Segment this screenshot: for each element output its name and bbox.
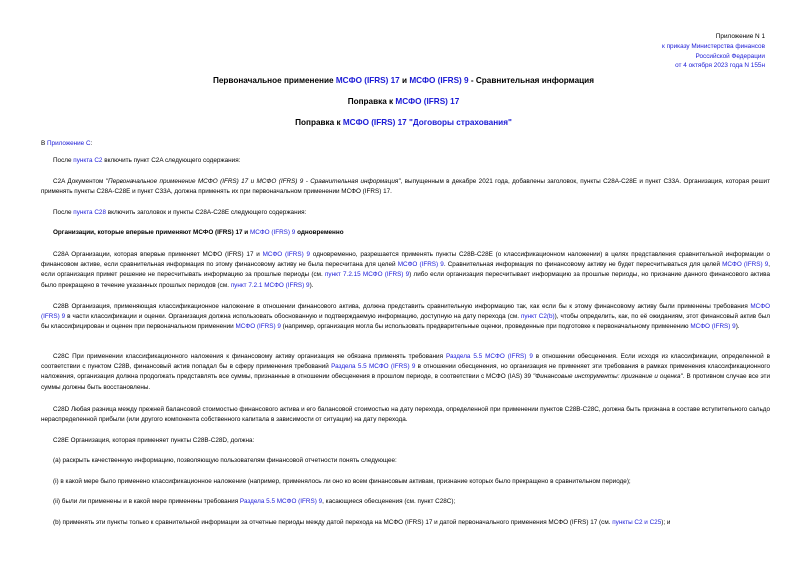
c28a-point-721-link[interactable]: пункт 7.2.1 МСФО (IFRS) 9 [230,281,310,289]
paragraph-c28b: C28B Организация, применяющая классификационное наложение в отношении финансового актива, должна представить сравнительную информацию так, как если бы к этому финансовому активу были применены требования МСФО (IFRS) 9 в части классификации и оценки. Организация должна использовать обоснованную и подтверждаемую информацию, доступную на дату перехода (см. пункт C2(b)), чтобы определить, как, по её ожиданиям, этот финансовый актив был бы классифицирован и оценен при первоначальном применении МСФО (IFRS) 9 (например, организация могла бы использовать предварительные оценки, проведенные при подготовке к первоначальному применению МСФО (IFRS) 9). [41,303,770,331]
c28a-ifrs9-link-3[interactable]: МСФО (IFRS) 9 [722,261,769,269]
amendment-1-link[interactable]: МСФО (IFRS) 17 [395,97,460,106]
title-ifrs17-link[interactable]: МСФО (IFRS) 17 [335,76,400,85]
paragraph-after-c2: После пункта C2 включить пункт C2A следующего содержания: [53,157,241,164]
item-ii-section-55-link[interactable]: Раздела 5.5 МСФО (IFRS) 9 [239,498,323,505]
paragraph-c2a: C2A Документом "Первоначальное применение МСФО (IFRS) 17 и МСФО (IFRS) 9 - Сравнительная информация", выпущенным в декабре 2021 года, добавлены заголовок, пункты C28A-C28E и пункт C33A. Организация, которая решит применять пункты C28A-C28E и пункт C33A, должна применять их при первоначальном применении МСФО (IFRS) 17. [41,178,770,196]
paragraph-appendix-c: В Приложение C: [41,140,93,147]
c28a-ifrs9-link-2[interactable]: МСФО (IFRS) 9 [397,261,444,269]
appendix-c-link[interactable]: Приложение C [47,140,91,147]
c28b-ifrs9-link-2[interactable]: МСФО (IFRS) 9 [235,323,281,331]
c28c-section-55-link-2[interactable]: Раздела 5.5 МСФО (IFRS) 9 [331,363,416,371]
paragraph-item-b: (b) применять эти пункты только к сравнительной информации за отчетные периоды между датой перехода на МСФО (IFRS) 17 и датой первоначального применения МСФО (IFRS) 17 (см. пункты C2 и C25); и [53,519,671,526]
appendix-number: Приложение N 1 [715,33,765,40]
paragraph-c28c: C28C При применении классификационного наложения к финансовому активу организация не обязана применять требования Раздела 5.5 МСФО (IFRS) 9 в отношении обесценения. Если исходя из классификации, определенной в соответствии с пунктом C28B, финансовый актив попадал бы в сферу применения требований Раздела 5.5 МСФО (IFRS) 9 в отношении обесценения, но организация не применяет эти требования в рамках применения классификационного наложения, организация должна продолжать представлять все суммы, признанные в отношении обесценения в прошлом периоде, в соответствии с МСФО (IAS) 39 "Финансовые инструменты: признание и оценка". В противном случае все эти суммы должны быть восстановлены. [41,353,771,391]
c28b-ifrs9-link-3[interactable]: МСФО (IFRS) 9 [690,323,736,331]
appendix-ministry-link[interactable]: Российской Федерации [695,52,765,60]
item-b-points-link[interactable]: пункты C2 и C25 [612,519,662,526]
appendix-date-link[interactable]: от 4 октября 2023 года N 155н [675,62,765,70]
c28c-section-55-link-1[interactable]: Раздела 5.5 МСФО (IFRS) 9 [445,353,533,360]
amendment-2-link[interactable]: МСФО (IFRS) 17 "Договоры страхования" [342,118,512,127]
title-ifrs9-link[interactable]: МСФО (IFRS) 9 [409,76,469,85]
paragraph-c28d: C28D Любая разница между прежней балансовой стоимостью финансового актива и его балансовой стоимостью на дату перехода, определенной при применении пунктов C28B-C28C, должна быть признана в составе вступительного сальдо нераспределенной прибыли (или другого компонента собственного капитала в зависимости от ситуации) на дату перехода. [41,406,770,424]
paragraph-item-ii: (ii) были ли применены и в какой мере применены требования Раздела 5.5 МСФО (IFRS) 9, касающиеся обесценения (см. пункт C28C); [53,498,456,505]
appendix-order-link[interactable]: к приказу Министерства финансов [662,42,765,50]
orgs-ifrs9-link[interactable]: МСФО (IFRS) 9 [249,229,296,236]
c28b-point-c2b-link[interactable]: пункт C2(b) [520,313,555,321]
document-title: Первоначальное применение МСФО (IFRS) 17 и МСФО (IFRS) 9 - Сравнительная информация [212,76,594,85]
appendix-header [545,32,765,71]
section-heading-first-time: Организации, которые впервые применяют МСФО (IFRS) 17 и МСФО (IFRS) 9 одновременно [53,229,344,236]
c28a-point-7215-link[interactable]: пункт 7.2.15 МСФО (IFRS) 9 [324,271,410,279]
point-c2-link[interactable]: пункта C2 [73,157,103,164]
amendment-heading-2: Поправка к МСФО (IFRS) 17 "Договоры страхования" [295,118,512,127]
point-c28-link[interactable]: пункта C28 [73,209,106,216]
paragraph-c28a: C28A Организации, которая впервые применяет МСФО (IFRS) 17 и МСФО (IFRS) 9 одновременно, разрешается применять пункты C28B-C28E (о классификационном наложении) в целях представления сравнительной информации о финансовом активе, если сравнительная информация по этому финансовому активу не была пересчитана для целей МСФО (IFRS) 9. Сравнительная информация по финансовому активу не будет пересчитываться для целей МСФО (IFRS) 9, если организация примет решение не пересчитывать информацию за прошлые периоды (см. пункт 7.2.15 МСФО (IFRS) 9) либо если организация пересчитывает информацию за прошлые периоды, но признание данного финансового актива было прекращено в течение указанных прошлых периодов (см. пункт 7.2.1 МСФО (IFRS) 9). [41,251,770,289]
c28b-ifrs9-link-1[interactable]: МСФО (IFRS) 9 [41,303,770,321]
paragraph-item-i: (i) в какой мере было применено классификационное наложение (например, применялось ли оно ко всем финансовым активам, признание которых было прекращено в сравнительном периоде); [53,478,631,485]
paragraph-item-a: (a) раскрыть качественную информацию, позволяющую пользователям финансовой отчетности понять следующее: [53,457,397,464]
paragraph-c28e: C28E Организация, которая применяет пункты C28B-C28D, должна: [53,437,255,444]
c28a-ifrs9-link-1[interactable]: МСФО (IFRS) 9 [262,251,311,258]
paragraph-after-c28: После пункта C28 включить заголовок и пункты C28A-C28E следующего содержания: [53,209,307,216]
amendment-heading-1: Поправка к МСФО (IFRS) 17 [347,97,460,106]
